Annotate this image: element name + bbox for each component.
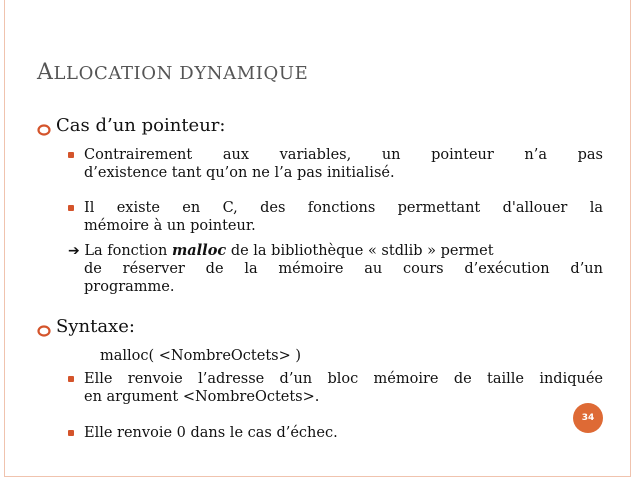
bullet-icon — [68, 430, 74, 436]
bullet-icon — [37, 325, 51, 337]
malloc-paragraph: ➔ La fonction malloc de la bibliothèque « stdlib » permet de réserver de la mémoire au cours d’exécution d’un programme. — [68, 242, 603, 295]
malloc-keyword: malloc — [171, 242, 227, 259]
bullet-icon — [68, 205, 74, 211]
list-item-syntaxe: Syntaxe: — [56, 316, 135, 337]
bullet-icon — [68, 376, 74, 382]
slide-title: ALLOCATION DYNAMIQUE — [37, 60, 309, 85]
malloc-syntax: malloc( <NombreOctets> ) — [100, 348, 301, 364]
bullet-icon — [68, 152, 74, 158]
arrow-right-icon: ➔ — [68, 243, 80, 259]
list-item-cas-pointeur: Cas d’un pointeur: — [56, 115, 226, 136]
bullet-icon — [37, 124, 51, 136]
page-number-badge: 34 — [573, 403, 603, 433]
